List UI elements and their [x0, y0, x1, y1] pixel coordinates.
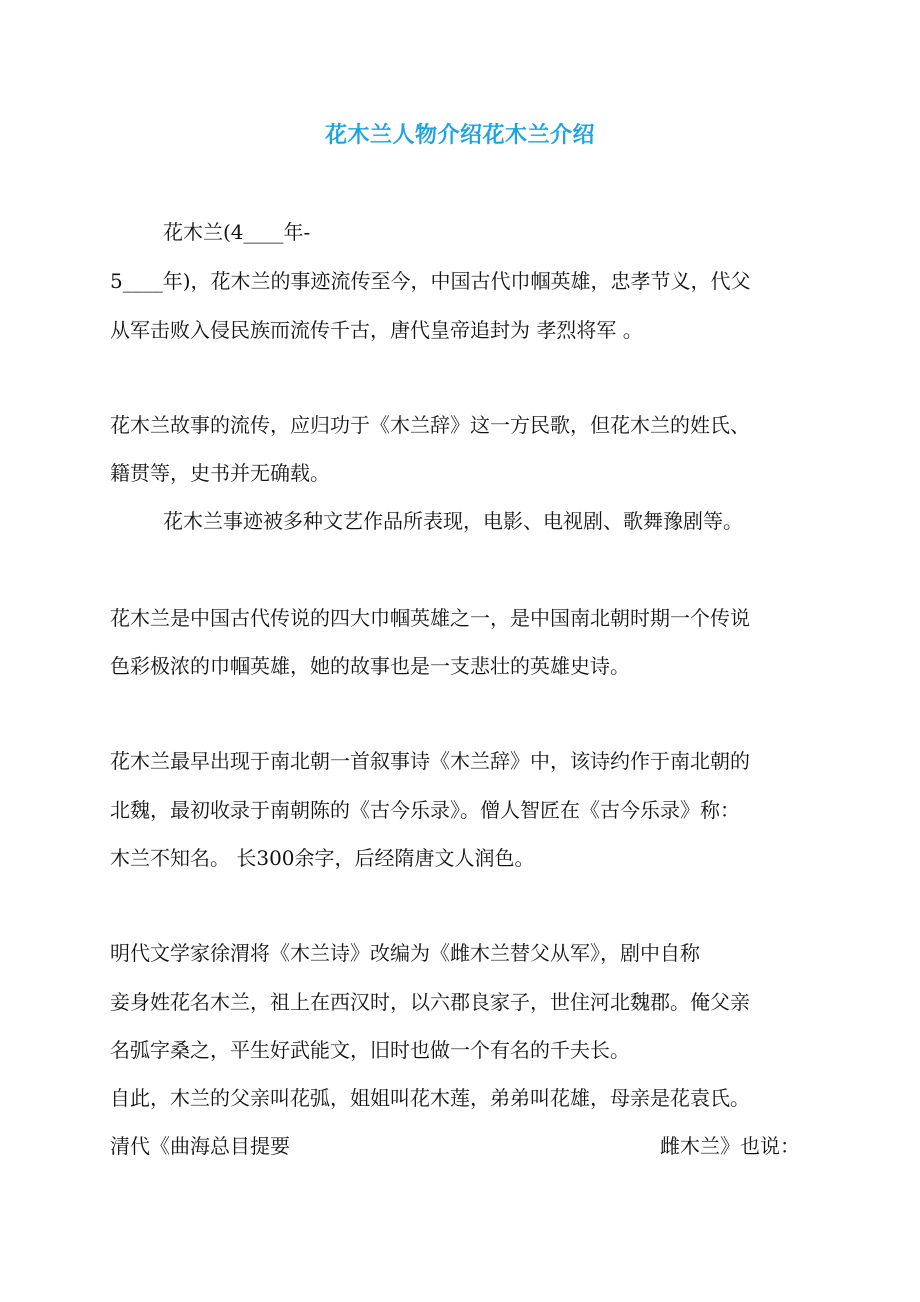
paragraph-line: 从军击败入侵民族而流传千古，唐代皇帝追封为 孝烈将军 。 — [110, 318, 643, 342]
paragraph-line: 色彩极浓的巾帼英雄，她的故事也是一支悲壮的英雄史诗。 — [110, 654, 630, 678]
paragraph-line: 花木兰最早出现于南北朝一首叙事诗《木兰辞》中，该诗约作于南北朝的 — [110, 749, 750, 773]
document-title: 花木兰人物介绍花木兰介绍 — [324, 123, 595, 148]
paragraph-line: 木兰不知名。 长300余字，后经隋唐文人润色。 — [110, 846, 535, 870]
paragraph-line: 妾身姓花名木兰，祖上在西汉时，以六郡良家子，世住河北魏郡。俺父亲 — [110, 990, 750, 1014]
paragraph-line: 清代《曲海总目提要 — [110, 1134, 290, 1158]
paragraph-line: 5____年)，花木兰的事迹流传至今，中国古代巾帼英雄，忠孝节义，代父 — [110, 269, 751, 293]
paragraph-line: 明代文学家徐渭将《木兰诗》改编为《雌木兰替父从军》，剧中自称 — [110, 941, 700, 965]
paragraph-line: 花木兰事迹被多种文艺作品所表现，电影、电视剧、歌舞豫剧等。 — [163, 509, 743, 533]
paragraph-line: 名弧字桑之，平生好武能文，旧时也做一个有名的千夫长。 — [110, 1038, 630, 1062]
paragraph-line: 籍贯等，史书并无确载。 — [110, 461, 330, 485]
paragraph-line: 北魏，最初收录于南朝陈的《古今乐录》。僧人智匠在《古今乐录》称： — [110, 798, 740, 822]
paragraph-line: 自此，木兰的父亲叫花弧，姐姐叫花木莲，弟弟叫花雄，母亲是花袁氏。 — [110, 1086, 750, 1110]
paragraph-line-right-segment: 雌木兰》也说： — [660, 1134, 800, 1158]
paragraph-line: 花木兰是中国古代传说的四大巾帼英雄之一，是中国南北朝时期一个传说 — [110, 606, 750, 630]
paragraph-line: 花木兰故事的流传，应归功于《木兰辞》这一方民歌，但花木兰的姓氏、 — [110, 413, 750, 437]
paragraph-line: 花木兰(4____年- — [163, 220, 311, 244]
